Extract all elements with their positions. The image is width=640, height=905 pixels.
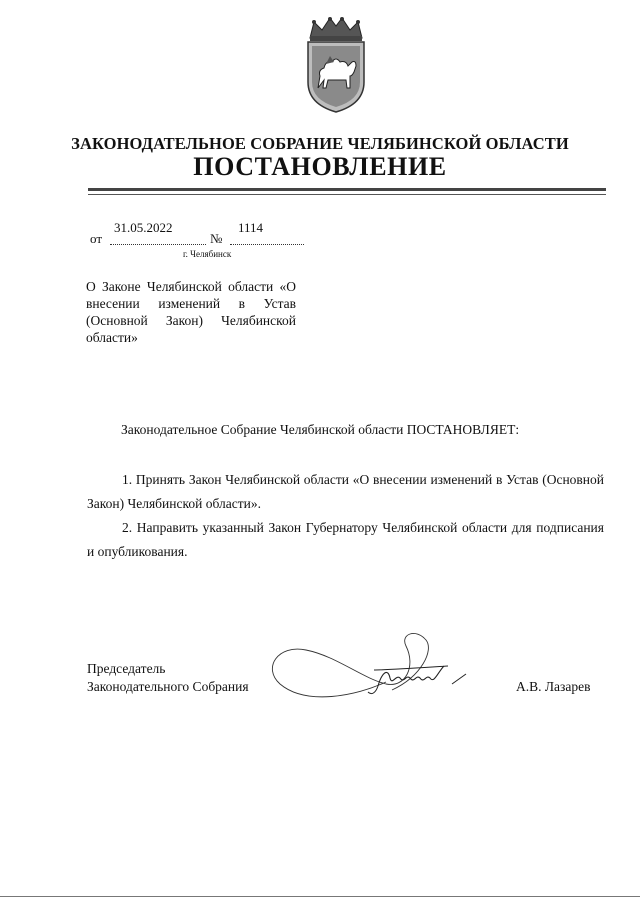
page-bottom-edge [0, 896, 640, 897]
coat-of-arms-icon [296, 16, 376, 116]
signatory-role-line1: Председатель [87, 661, 166, 676]
number-underline [230, 244, 304, 245]
decree-statement: Законодательное Собрание Челябинской области ПОСТАНОВЛЯЕТ: [121, 422, 520, 437]
organization-title: ЗАКОНОДАТЕЛЬНОЕ СОБРАНИЕ ЧЕЛЯБИНСКОЙ ОБЛАСТИ [71, 134, 569, 153]
document-city: г. Челябинск [183, 249, 232, 259]
number-sign-label: № [210, 231, 223, 246]
signatory-role-line2: Законодательного Собрания [87, 679, 249, 694]
signatory-role [87, 660, 249, 696]
document-type-title: ПОСТАНОВЛЕНИЕ [193, 152, 447, 181]
decree-item: 2. Направить указанный Закон Губернатору Челябинской области для подписания и опубликования. [87, 520, 604, 559]
header-divider-thick [88, 188, 606, 191]
header-divider-thin [88, 194, 606, 195]
document-number: 1114 [238, 220, 264, 235]
document-subject: О Законе Челябинской области «О внесении изменений в Устав (Основной Закон) Челябинской области» [86, 279, 296, 345]
date-underline [110, 244, 206, 245]
date-prefix-label: от [90, 231, 103, 246]
document-date: 31.05.2022 [114, 220, 173, 235]
signatory-name: А.В. Лазарев [516, 679, 591, 694]
decree-item: 1. Принять Закон Челябинской области «О внесении изменений в Устав (Основной Закон) Челябинской области». [87, 472, 604, 511]
handwritten-signature-icon [266, 626, 480, 708]
